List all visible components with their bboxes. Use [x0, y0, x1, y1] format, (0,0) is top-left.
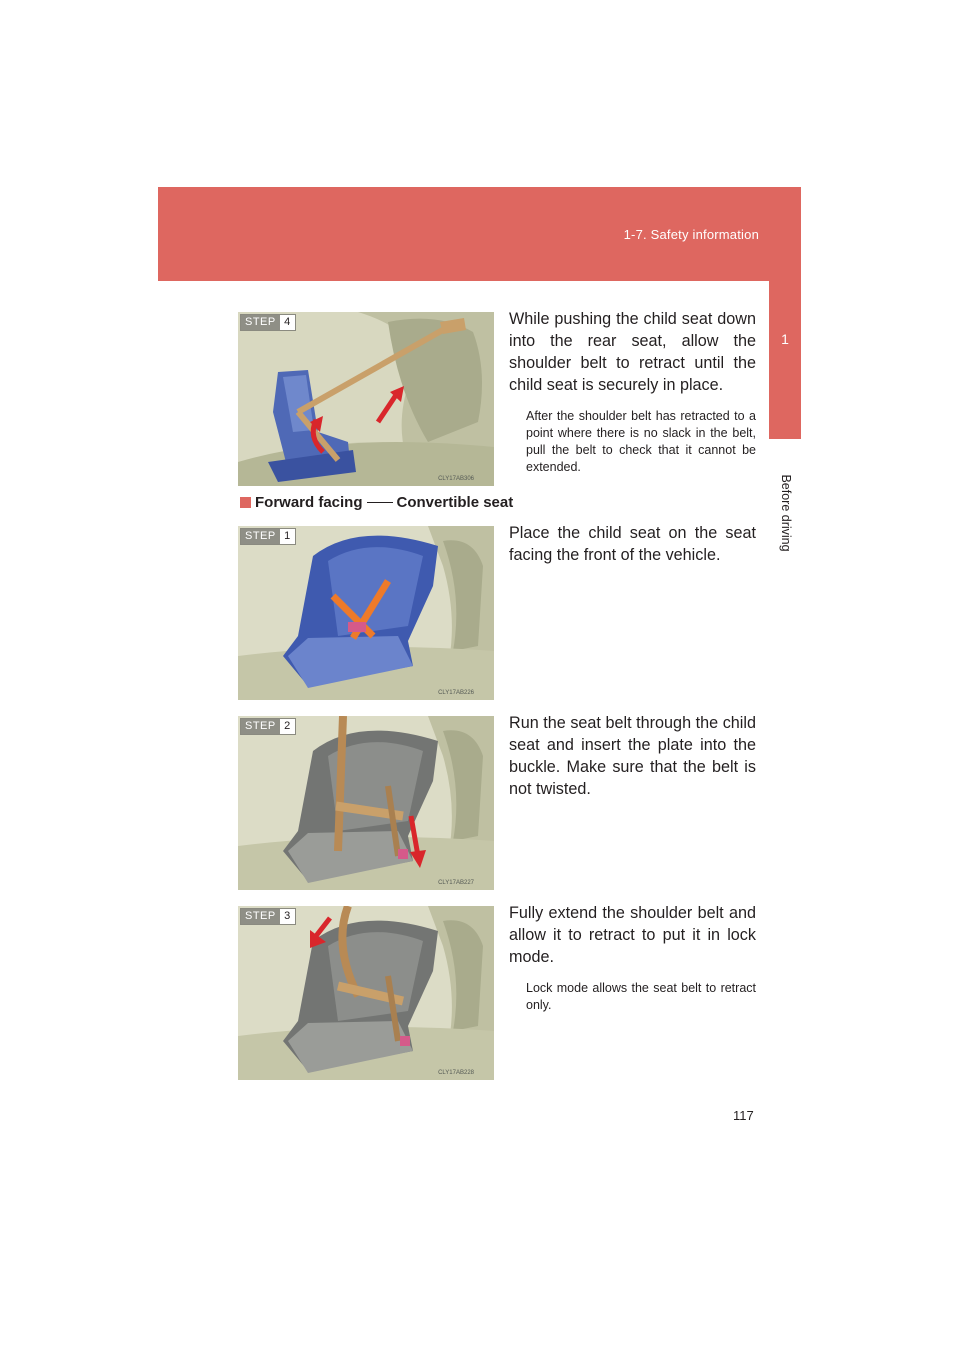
em-dash-line [367, 502, 393, 504]
step-badge [240, 528, 296, 545]
chapter-tab [769, 281, 801, 439]
figure-code: CLY17AB228 [438, 1070, 474, 1076]
step-4-text-block [509, 308, 756, 476]
step-2-text-block [509, 712, 756, 800]
chapter-number: 1 [781, 331, 789, 347]
figure-code: CLY17AB226 [438, 690, 474, 696]
belt-through-seat-illustration [238, 716, 494, 890]
step-number: 1 [280, 529, 295, 544]
step-4-instruction: While pushing the child seat down into the rear seat, allow the shoulder belt to retract until the child seat is securely in place. [509, 310, 756, 394]
step-number: 2 [280, 719, 295, 734]
square-bullet-icon [240, 497, 251, 508]
lock-mode-illustration [238, 906, 494, 1080]
step-3-note: Lock mode allows the seat belt to retract only. [526, 981, 756, 1012]
section-heading [240, 494, 513, 511]
chapter-label-text: Before driving [779, 474, 793, 552]
step-1-text-block [509, 522, 756, 566]
chapter-label [766, 458, 806, 568]
step-word: STEP [245, 720, 276, 732]
heading-part-1: Forward facing [255, 494, 363, 511]
step-3-instruction: Fully extend the shoulder belt and allow it to retract to put it in lock mode. [509, 904, 756, 966]
figure-code: CLY17AB306 [438, 476, 474, 482]
step-word: STEP [245, 910, 276, 922]
rear-seat-rear-facing-illustration [238, 312, 494, 486]
heading-part-2: Convertible seat [396, 494, 514, 511]
step-number: 3 [280, 909, 295, 924]
step-4-note: After the shoulder belt has retracted to a point where there is no slack in the belt, pull the belt to check that it cannot be extended. [526, 409, 756, 474]
step-3-text-block [509, 902, 756, 1014]
step-word: STEP [245, 316, 276, 328]
header-band [158, 187, 801, 281]
step-2-instruction: Run the seat belt through the child seat and insert the plate into the buckle. Make sure that the belt is not twisted. [509, 714, 756, 798]
figure-code: CLY17AB227 [438, 880, 474, 886]
step-badge [240, 718, 296, 735]
section-title: 1-7. Safety information [623, 227, 759, 242]
figure-step-4 [238, 312, 494, 486]
step-badge [240, 314, 296, 331]
child-seat-placed-illustration [238, 526, 494, 700]
figure-step-1 [238, 526, 494, 700]
step-badge [240, 908, 296, 925]
step-number: 4 [280, 315, 295, 330]
step-word: STEP [245, 530, 276, 542]
figure-step-2 [238, 716, 494, 890]
step-1-instruction: Place the child seat on the seat facing the front of the vehicle. [509, 524, 756, 564]
page-number: 117 [733, 1108, 754, 1123]
figure-step-3 [238, 906, 494, 1080]
